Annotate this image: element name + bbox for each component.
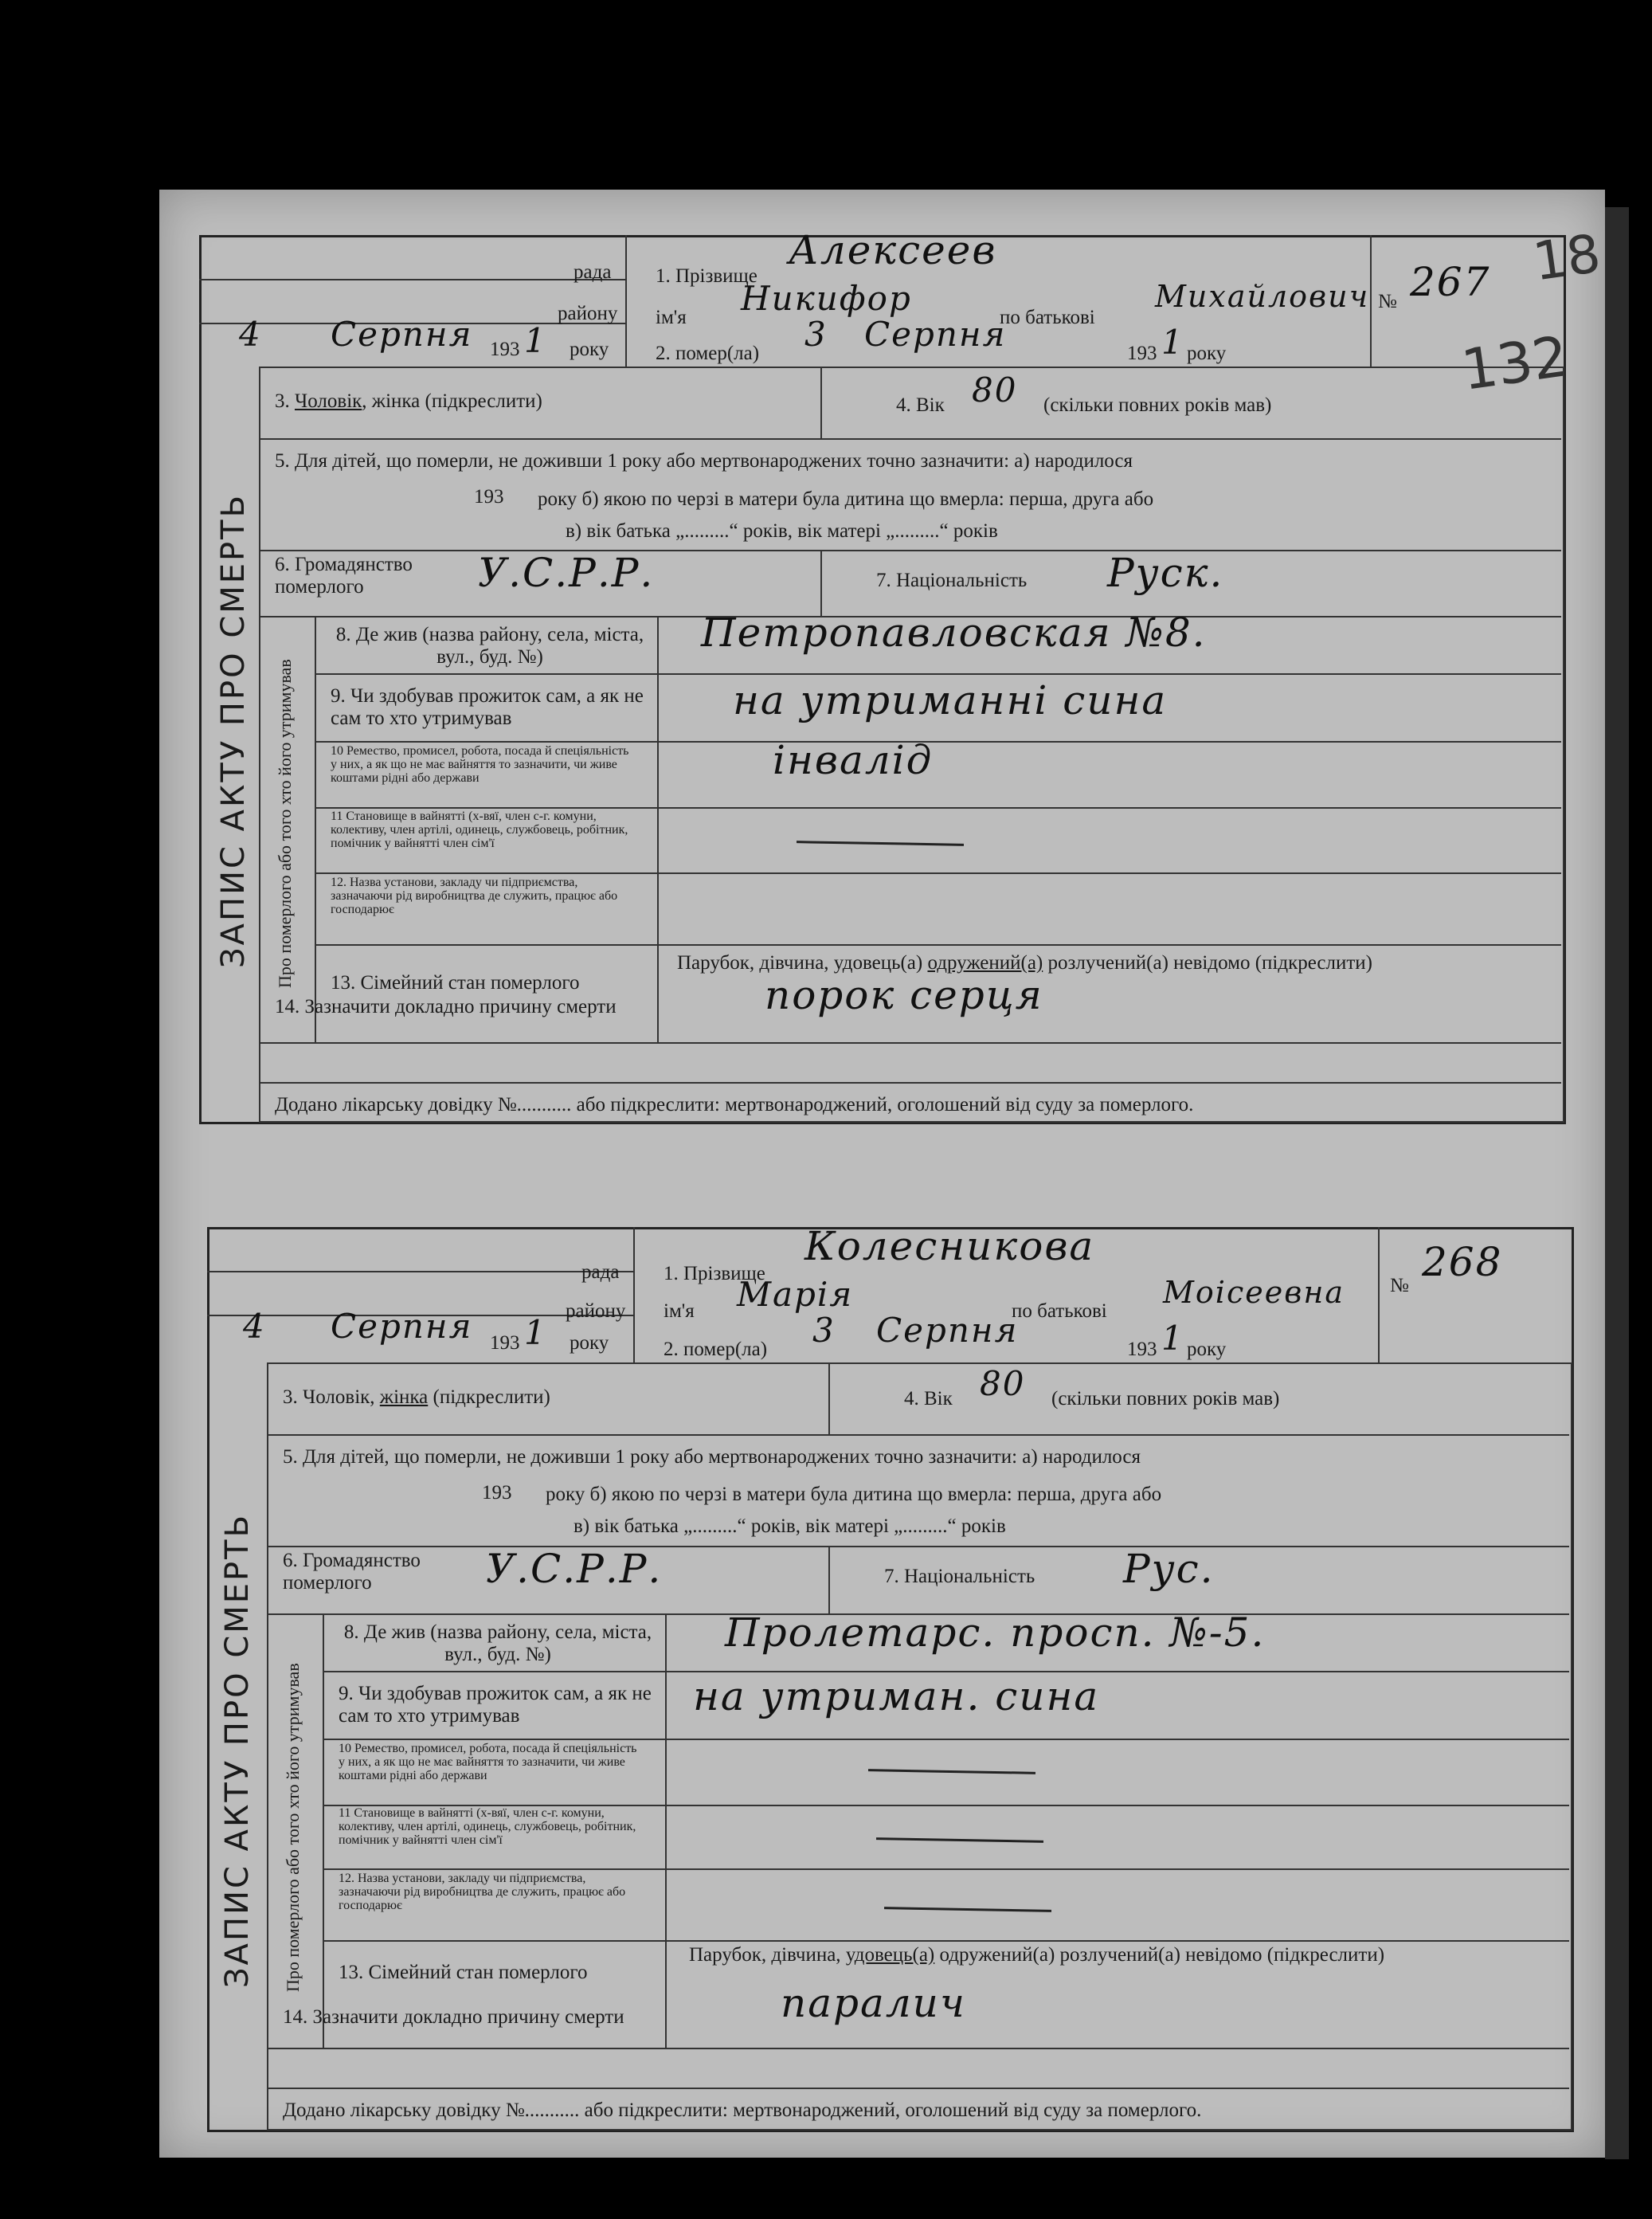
income-value: на утриманні сина — [733, 677, 1168, 723]
surname-value: Колесникова — [804, 1223, 1095, 1269]
reg-year-suffix: 1 — [524, 1313, 547, 1352]
rada-label: рада — [574, 261, 612, 283]
income-label: 9. Чи здобував прожиток сам, а як не сам то хто утримував — [339, 1683, 652, 1727]
record-number: 267 — [1410, 259, 1491, 305]
age-value: 80 — [972, 370, 1018, 410]
nationality-value: Рус. — [1123, 1546, 1215, 1592]
page-number: 18 — [1529, 222, 1604, 293]
occupation-label: 10 Ремество, промисел, робота, посада й спеціяльність у них, а як що не має вайняття то зазначити, чи живе коштами рідні або держави — [339, 1742, 637, 1782]
status-label: 11 Становище в вайнятті (х-вяї, член с-г. комуни, колективу, член артілі, одинець, службовець, робітник, помічник у вайнятті член сім'ї — [331, 810, 628, 850]
record-number: 268 — [1422, 1239, 1503, 1285]
death-year-prefix: 193 — [1127, 1339, 1157, 1360]
children-line-3: в) вік батька „.........“ років, вік матері „.........“ років — [566, 520, 998, 542]
surname-value: Алексеев — [789, 227, 997, 273]
footer-note: Додано лікарську довідку №........... або підкреслити: мертвонароджений, оголошений від суду за померлого. — [275, 1094, 1194, 1115]
patronymic-value: Моісеевна — [1163, 1275, 1345, 1310]
patronymic-label: по батькові — [1000, 307, 1095, 328]
institution-label: 12. Назва установи, закладу чи підприємства, зазначаючи рід виробництва де служить, працює або господарює — [331, 876, 618, 916]
footer-note: Додано лікарську довідку №........... або підкреслити: мертвонароджений, оголошений від суду за померлого. — [283, 2099, 1202, 2121]
children-line-2a: 193 — [474, 486, 504, 508]
income-value: на утриман. сина — [693, 1673, 1100, 1719]
family-options: Парубок, дівчина, удовець(а) одружений(а) розлучений(а) невідомо (підкреслити) — [677, 952, 1373, 974]
death-year-label: року — [1187, 343, 1227, 364]
cause-label: 14. Зазначити докладно причину смерти — [275, 996, 617, 1017]
record-number-label: № — [1390, 1275, 1409, 1296]
residence-value: Петропавловская №8. — [701, 610, 1207, 656]
reg-month: Серпня — [331, 1307, 473, 1346]
death-year-suffix: 1 — [1161, 323, 1184, 362]
sheet-edge — [1605, 207, 1629, 2159]
sex-label: 3. Чоловік, жінка (підкреслити) — [275, 390, 542, 412]
children-line-2a: 193 — [482, 1482, 512, 1504]
vertical-title: ЗАПИС АКТУ ПРО СМЕРТЬ — [215, 492, 252, 968]
cause-label: 14. Зазначити докладно причину смерти — [283, 2006, 624, 2028]
residence-label: 8. Де жив (назва району, села, міста, вул., буд. №) — [343, 1621, 652, 1665]
reg-year-suffix: 1 — [524, 321, 547, 360]
age-note: (скільки повних років мав) — [1051, 1388, 1280, 1409]
reg-year-prefix: 193 — [490, 339, 520, 360]
death-year-prefix: 193 — [1127, 343, 1157, 364]
year-label: року — [570, 1332, 609, 1354]
side-label: Про померлого або того хто його утримував — [275, 659, 295, 988]
children-line-1: 5. Для дітей, що померли, не доживши 1 року або мертвонароджених точно зазначити: а) народилося — [283, 1446, 1141, 1468]
children-line-2b: року б) якою по черзі в матери була дитина що вмерла: перша, друга або — [546, 1484, 1162, 1505]
surname-label: 1. Прізвище — [664, 1263, 765, 1284]
citizenship-label: 6. Громадянство померлого — [275, 554, 413, 598]
children-line-1: 5. Для дітей, що померли, не доживши 1 року або мертвонароджених точно зазначити: а) народилося — [275, 450, 1133, 472]
patronymic-label: по батькові — [1012, 1300, 1107, 1322]
nationality-label: 7. Національність — [876, 570, 1028, 591]
family-options: Парубок, дівчина, удовець(а) одружений(а) розлучений(а) невідомо (підкреслити) — [689, 1944, 1385, 1966]
record-number-label: № — [1378, 291, 1397, 312]
year-label: року — [570, 339, 609, 360]
death-month: Серпня — [876, 1311, 1019, 1350]
residence-value: Пролетарс. просп. №-5. — [725, 1609, 1266, 1656]
raion-label: району — [566, 1300, 626, 1322]
residence-label: 8. Де жив (назва району, села, міста, вул., буд. №) — [335, 624, 644, 668]
family-label: 13. Сімейний стан померлого — [339, 1962, 588, 1983]
reg-day: 4 — [243, 1307, 266, 1346]
rada-label: рада — [581, 1261, 620, 1283]
archive-number: 132 — [1457, 323, 1572, 403]
nationality-label: 7. Національність — [884, 1566, 1035, 1587]
children-line-2b: року б) якою по черзі в матери була дитина що вмерла: перша, друга або — [538, 488, 1154, 510]
death-year-suffix: 1 — [1161, 1319, 1184, 1358]
age-label: 4. Вік — [904, 1388, 953, 1409]
raion-label: району — [558, 303, 618, 324]
name-label: ім'я — [656, 307, 687, 328]
age-note: (скільки повних років мав) — [1043, 394, 1272, 416]
name-label: ім'я — [664, 1300, 695, 1322]
citizenship-value: У.С.Р.Р. — [486, 1546, 663, 1592]
death-year-label: року — [1187, 1339, 1227, 1360]
reg-month: Серпня — [331, 315, 473, 354]
citizenship-value: У.С.Р.Р. — [478, 550, 655, 596]
children-line-3: в) вік батька „.........“ років, вік матері „.........“ років — [574, 1515, 1006, 1537]
cause-value: порок серця — [765, 972, 1043, 1018]
cause-value: паралич — [781, 1980, 966, 2026]
occupation-label: 10 Ремество, промисел, робота, посада й спеціяльність у них, а як що не має вайняття то зазначити, чи живе коштами рідні або держави — [331, 744, 629, 785]
reg-year-prefix: 193 — [490, 1332, 520, 1354]
age-label: 4. Вік — [896, 394, 945, 416]
status-label: 11 Становище в вайнятті (х-вяї, член с-г. комуни, колективу, член артілі, одинець, службовець, робітник, помічник у вайнятті член сім'ї — [339, 1806, 636, 1847]
family-label: 13. Сімейний стан померлого — [331, 972, 580, 994]
death-day: 3 — [812, 1311, 836, 1350]
death-month: Серпня — [864, 315, 1007, 354]
age-value: 80 — [980, 1364, 1026, 1403]
died-label: 2. помер(ла) — [656, 343, 760, 364]
surname-label: 1. Прізвище — [656, 265, 757, 287]
name-value: Никифор — [741, 279, 912, 318]
income-label: 9. Чи здобував прожиток сам, а як не сам то хто утримував — [331, 685, 644, 729]
nationality-value: Руск. — [1107, 550, 1224, 596]
occupation-value: інвалід — [773, 737, 934, 783]
citizenship-label: 6. Громадянство померлого — [283, 1550, 421, 1594]
institution-label: 12. Назва установи, закладу чи підприємства, зазначаючи рід виробництва де служить, працює або господарює — [339, 1872, 626, 1912]
patronymic-value: Михайлович — [1155, 279, 1370, 314]
reg-day: 4 — [239, 315, 262, 354]
name-value: Марія — [737, 1275, 854, 1314]
died-label: 2. помер(ла) — [664, 1339, 768, 1360]
death-day: 3 — [804, 315, 828, 354]
sex-label: 3. Чоловік, жінка (підкреслити) — [283, 1386, 550, 1408]
side-label: Про померлого або того хто його утримував — [283, 1663, 303, 1992]
vertical-title: ЗАПИС АКТУ ПРО СМЕРТЬ — [219, 1512, 256, 1988]
